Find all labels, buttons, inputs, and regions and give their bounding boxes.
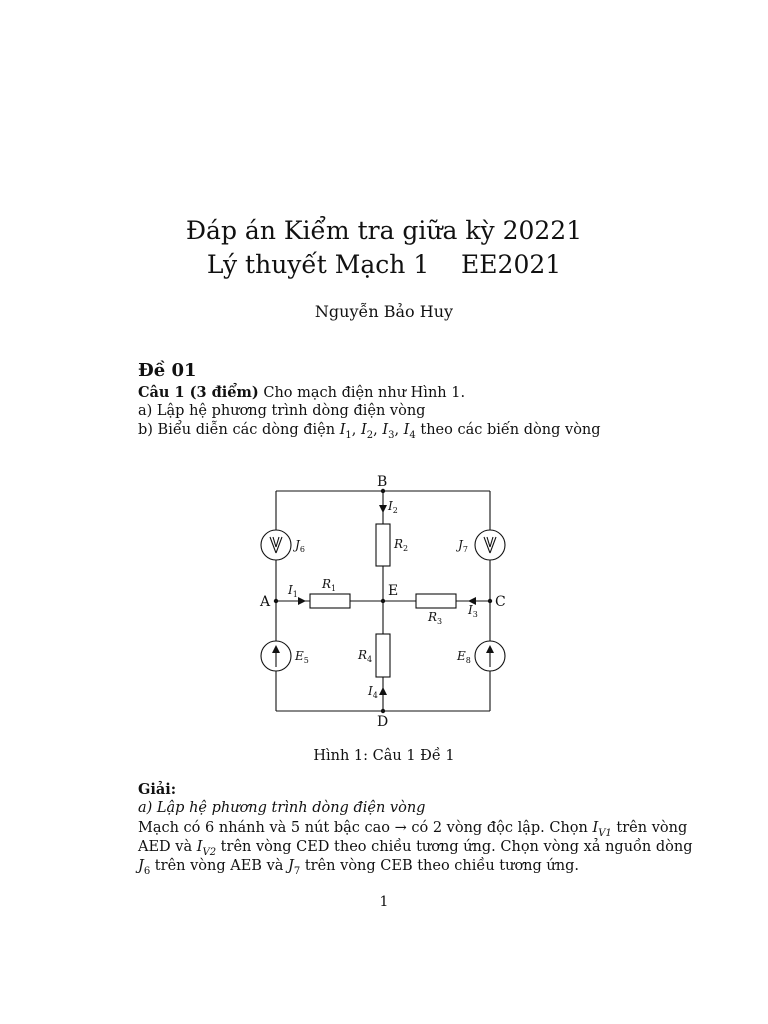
e5-arrow-icon <box>272 645 280 653</box>
p3-text-b: trên vòng CEB theo chiều tương ứng. <box>300 858 579 874</box>
section-title: Đề 01 <box>138 360 197 381</box>
resistor-r1 <box>310 594 350 608</box>
resistor-r4 <box>376 634 390 677</box>
page-number: 1 <box>379 894 389 910</box>
node-label-e: E <box>388 583 399 599</box>
var-j7: J <box>288 858 294 874</box>
label-r1: $R_1$ <box>322 577 337 593</box>
solution-heading: Giải: <box>138 781 177 798</box>
label-j6: $J_6$ <box>295 538 305 554</box>
node-label-a: A <box>260 594 271 610</box>
i1-arrow-icon <box>298 597 306 605</box>
label-i4: $I_4$ <box>368 684 378 700</box>
var-j7-sub: 7 <box>293 865 301 877</box>
part-b-suffix: theo các biến dòng vòng <box>415 422 601 438</box>
junction-d <box>381 709 385 713</box>
node-label-b: B <box>377 474 388 490</box>
p1-text-b: trên vòng <box>611 820 688 836</box>
var-j6: J <box>138 858 144 874</box>
node-label-c: C <box>495 594 506 610</box>
label-e5: $E_5$ <box>295 649 309 665</box>
p3-text-a: trên vòng AEB và <box>150 858 289 874</box>
label-r4: $R_4$ <box>358 648 373 664</box>
var-i1-sub: 1 <box>345 429 352 441</box>
var-i3: I <box>382 422 389 438</box>
resistor-r2 <box>376 524 390 566</box>
question-part-a: a) Lập hệ phương trình dòng điện vòng <box>138 403 426 419</box>
label-r3: $R_3$ <box>428 610 443 626</box>
i4-arrow-icon <box>379 687 387 695</box>
current-source-j6 <box>261 530 291 560</box>
author-name: Nguyễn Bảo Huy <box>314 302 454 321</box>
solution-subheading: a) Lập hệ phương trình dòng điện vòng <box>138 800 426 816</box>
question-part-b: b) Biểu diễn các dòng điện $I_1$, $I_2$, $I_3$, $I_4$ theo các biến dòng vòng <box>138 422 601 441</box>
label-i3: $I_3$ <box>468 603 478 619</box>
e8-arrow-icon <box>486 645 494 653</box>
label-j7: $J_7$ <box>458 538 468 554</box>
junction-e <box>381 599 385 603</box>
junction-c <box>488 599 492 603</box>
junction-a <box>274 599 278 603</box>
part-b-prefix: b) Biểu diễn các dòng điện <box>138 422 340 438</box>
p2-text-a: AED và <box>138 839 197 855</box>
var-iv1: I <box>592 820 599 836</box>
question-label: Câu 1 (3 điểm) <box>138 384 259 401</box>
resistor-r3 <box>416 594 456 608</box>
var-i4-sub: 4 <box>409 429 416 441</box>
var-iv2-sub: V2 <box>202 846 217 858</box>
var-i3-sub: 3 <box>388 429 395 441</box>
question-intro: Cho mạch điện như Hình 1. <box>258 385 466 401</box>
figure-caption: Hình 1: Câu 1 Đề 1 <box>313 748 455 764</box>
i2-arrow-icon <box>379 505 387 513</box>
var-iv1-sub: V1 <box>598 827 612 839</box>
p2-text-b: trên vòng CED theo chiều tương ứng. Chọn vòng xả nguồn dòng <box>216 839 693 855</box>
document-title-line-1: Đáp án Kiểm tra giữa kỳ 20221 <box>185 216 583 245</box>
var-i1: I <box>339 422 346 438</box>
var-iv2: I <box>196 839 203 855</box>
solution-paragraph-line-3 <box>138 856 579 882</box>
label-i1: $I_1$ <box>288 583 298 599</box>
current-source-j7 <box>475 530 505 560</box>
label-r2: $R_2$ <box>394 537 409 553</box>
document-title-line-2: Lý thuyết Mạch 1 EE2021 <box>206 250 562 279</box>
p1-text-a: Mạch có 6 nhánh và 5 nút bậc cao → có 2 vòng độc lập. Chọn <box>138 820 593 836</box>
var-i2-sub: 2 <box>366 429 374 441</box>
var-i2: I <box>361 422 367 438</box>
label-e8: $E_8$ <box>457 649 471 665</box>
var-j6-sub: 6 <box>143 865 151 877</box>
var-i4: I <box>403 422 410 438</box>
node-label-d: D <box>377 714 389 730</box>
label-i2: $I_2$ <box>388 499 398 515</box>
